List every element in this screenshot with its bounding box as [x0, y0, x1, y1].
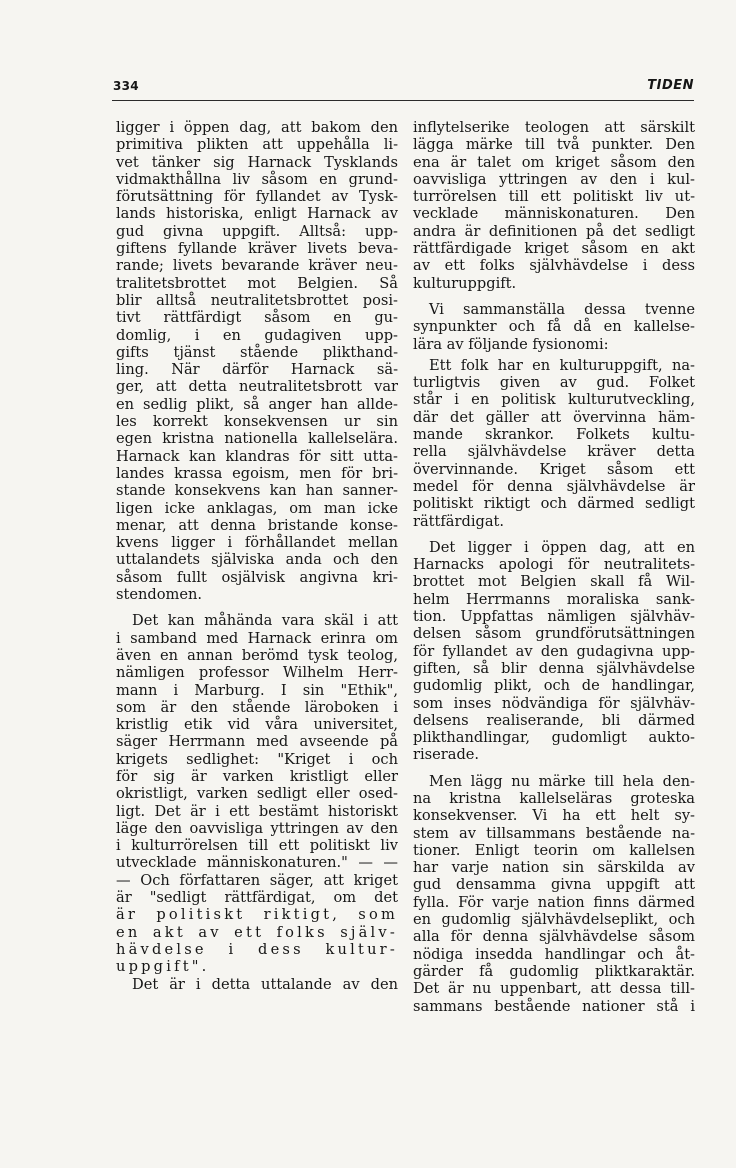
- text-line: vidmakthållna liv såsom en grund-: [116, 170, 398, 188]
- right-column: [413, 119, 695, 1015]
- text-line: kulturuppgift.: [413, 274, 517, 292]
- text-line: ger, att detta neutralitetsbrott var: [116, 378, 398, 396]
- text-line: fylla. För varje nation finns därmed: [413, 893, 695, 911]
- text-line: Det är i detta uttalande av den: [132, 975, 398, 993]
- text-line: tivt rättfärdigt såsom en gu-: [116, 309, 398, 327]
- paragraph-gap: [413, 530, 695, 539]
- text-line: rella självhävdelse kräver detta: [413, 443, 695, 461]
- header-rule: [112, 100, 694, 101]
- text-line: av ett folks självhävdelse i dess: [413, 257, 695, 275]
- text-line: kristlig etik vid våra universitet,: [116, 716, 398, 734]
- text-line: såsom fullt osjälvisk angivna kri-: [116, 568, 398, 586]
- paragraph-gap: [413, 764, 695, 773]
- text-line: delsen såsom grundförutsättningen: [413, 625, 695, 643]
- text-line: är "sedligt rättfärdigat, om det: [116, 889, 398, 907]
- text-line: lands historiska, enligt Harnack av: [116, 205, 398, 223]
- text-line: för sig är varken kristligt eller: [116, 767, 398, 785]
- text-line: rättfärdigat.: [413, 512, 505, 530]
- text-line: Harnack kan klandras för sitt utta-: [116, 447, 398, 465]
- text-line: les korrekt konsekvensen ur sin: [116, 413, 398, 431]
- text-line: säger Herrmann med avseende på: [116, 733, 398, 751]
- text-line: konsekvenser. Vi ha ett helt sy-: [413, 807, 695, 825]
- text-line: Det ligger i öppen dag, att en: [429, 538, 695, 556]
- text-line: ligger i öppen dag, att bakom den: [116, 119, 398, 136]
- text-line: läge den oavvisliga yttringen av den: [116, 819, 398, 837]
- text-line: rättfärdigade kriget såsom en akt: [413, 240, 695, 258]
- text-line: gud givna uppgift. Alltså: upp-: [116, 222, 398, 240]
- text-line: primitiva plikten att uppehålla li-: [116, 136, 398, 154]
- text-line: vecklade människonaturen. Den: [413, 205, 695, 223]
- text-line: — Och författaren säger, att kriget: [116, 871, 398, 889]
- text-line: blir alltså neutralitetsbrottet posi-: [116, 291, 398, 309]
- left-column: [116, 119, 398, 993]
- text-line: Men lägg nu märke till hela den-: [429, 772, 695, 790]
- text-line: uppgift".: [116, 958, 210, 976]
- text-line: plikthandlingar, gudomligt aukto-: [413, 729, 695, 747]
- text-line: ena är talet om kriget såsom den: [413, 153, 695, 171]
- text-line: turrörelsen till ett politiskt liv ut-: [413, 188, 695, 206]
- text-line: som inses nödvändiga för självhäv-: [413, 694, 695, 712]
- text-line: ligt. Det är i ett bestämt historiskt: [116, 802, 398, 820]
- text-line: riserade.: [413, 746, 480, 764]
- text-line: stendomen.: [116, 586, 203, 604]
- text-line: menar, att denna bristande konse-: [116, 516, 398, 534]
- text-line: sammans bestående nationer stå i: [413, 997, 695, 1015]
- text-line: domlig, i en gudagiven upp-: [116, 326, 398, 344]
- text-line: Vi sammanställa dessa tvenne: [429, 300, 695, 318]
- text-line: en akt av ett folks själv-: [116, 923, 398, 941]
- text-line: giften, så blir denna självhävdelse: [413, 659, 695, 677]
- text-line: tion. Uppfattas nämligen självhäv-: [413, 608, 695, 626]
- text-line: som är den stående läroboken i: [116, 698, 398, 716]
- text-line: gudomlig plikt, och de handlingar,: [413, 677, 695, 695]
- text-line: utvecklade människonaturen." — —: [116, 854, 398, 872]
- text-line: giftens fyllande kräver livets beva-: [116, 240, 398, 258]
- running-head-journal-title: TIDEN: [647, 78, 694, 93]
- text-line: tralitetsbrottet mot Belgien. Så: [116, 274, 398, 292]
- text-line: en sedlig plikt, så anger han allde-: [116, 395, 398, 413]
- text-line: egen kristna nationella kallelselära.: [116, 430, 398, 448]
- text-line: gud densamma givna uppgift att: [413, 876, 695, 894]
- text-line: Det är nu uppenbart, att dessa till-: [413, 980, 695, 998]
- text-line: stem av tillsammans bestående na-: [413, 824, 695, 842]
- text-line: stande konsekvens kan han sanner-: [116, 482, 398, 500]
- text-line: en gudomlig självhävdelseplikt, och: [413, 911, 695, 929]
- text-line: Harnacks apologi för neutralitets-: [413, 556, 695, 574]
- text-line: lära av följande fysionomi:: [413, 335, 609, 353]
- text-line: nämligen professor Wilhelm Herr-: [116, 664, 398, 682]
- text-line: vet tänker sig Harnack Tysklands: [116, 153, 398, 171]
- text-line: medel för denna självhävdelse är: [413, 477, 695, 495]
- page-number: 334: [113, 79, 139, 93]
- text-line: synpunkter och få då en kallelse-: [413, 318, 695, 336]
- text-line: för fyllandet av den gudagivna upp-: [413, 642, 695, 660]
- text-line: na kristna kallelseläras groteska: [413, 789, 695, 807]
- text-line: i samband med Harnack erinra om: [116, 629, 398, 647]
- text-line: övervinnande. Kriget såsom ett: [413, 460, 695, 478]
- text-line: tioner. Enligt teorin om kallelsen: [413, 841, 695, 859]
- text-line: ling. När därför Harnack sä-: [116, 361, 398, 379]
- text-line: politiskt riktigt och därmed sedligt: [413, 495, 695, 513]
- paragraph-gap: [413, 292, 695, 301]
- text-line: andra är definitionen på det sedligt: [413, 222, 695, 240]
- text-line: i kulturrörelsen till ett politiskt liv: [116, 837, 398, 855]
- text-line: mann i Marburg. I sin "Ethik",: [116, 681, 398, 699]
- text-line: mande skrankor. Folkets kultu-: [413, 426, 695, 444]
- text-line: även en annan berömd tysk teolog,: [116, 646, 398, 664]
- text-line: oavvisliga yttringen av den i kul-: [413, 170, 695, 188]
- text-line: gifts tjänst stående plikthand-: [116, 343, 398, 361]
- text-line: Ett folk har en kulturuppgift, na-: [429, 356, 695, 374]
- text-line: lägga märke till två punkter. Den: [413, 136, 695, 154]
- text-line: uttalandets själviska anda och den: [116, 551, 398, 569]
- text-line: landes krassa egoism, men för bri-: [116, 464, 398, 482]
- text-line: helm Herrmanns moraliska sank-: [413, 590, 695, 608]
- text-line: är politiskt riktigt, som: [116, 906, 398, 924]
- text-line: inflytelserike teologen att särskilt: [413, 119, 695, 136]
- text-line: turligtvis given av gud. Folket: [413, 374, 695, 392]
- text-line: krigets sedlighet: "Kriget i och: [116, 750, 398, 768]
- text-line: Det kan måhända vara skäl i att: [132, 612, 398, 630]
- text-line: rande; livets bevarande kräver neu-: [116, 257, 398, 275]
- paragraph-gap: [116, 603, 398, 612]
- text-line: delsens realiserande, bli därmed: [413, 711, 695, 729]
- text-line: ligen icke anklagas, om man icke: [116, 499, 398, 517]
- text-line: okristligt, varken sedligt eller osed-: [116, 785, 398, 803]
- text-line: brottet mot Belgien skall få Wil-: [413, 573, 695, 591]
- text-line: har varje nation sin särskilda av: [413, 859, 695, 877]
- text-line: gärder få gudomlig pliktkaraktär.: [413, 962, 695, 980]
- text-line: förutsättning för fyllandet av Tysk-: [116, 188, 398, 206]
- text-line: hävdelse i dess kultur-: [116, 940, 398, 958]
- text-line: alla för denna självhävdelse såsom: [413, 928, 695, 946]
- text-line: nödiga insedda handlingar och åt-: [413, 945, 695, 963]
- text-line: står i en politisk kulturutveckling,: [413, 391, 695, 409]
- text-line: där det gäller att övervinna häm-: [413, 408, 695, 426]
- text-line: kvens ligger i förhållandet mellan: [116, 534, 398, 552]
